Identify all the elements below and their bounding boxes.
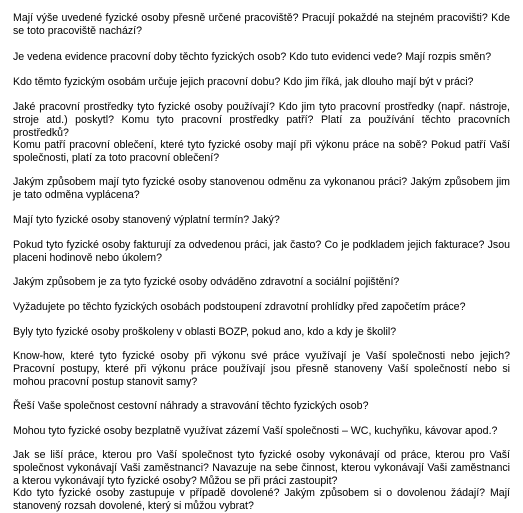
question-paragraph: Komu patří pracovní oblečení, které tyto fyzické osoby mají při výkonu práce na sobě? Pokud patří Vaší společnosti, platí za toto pracovní oblečení? — [13, 139, 510, 164]
question-paragraph: Jak se liší práce, kterou pro Vaší společnost tyto fyzické osoby vykonávají od práce, kterou pro Vaší společnost vykonávají Vaši zaměstnanci? Navazuje na sebe činnost, kterou vykonávají Vaši zaměstnanci a kterou vykonávají tyto fyzické osoby? Můžou se při práci zastoupit? — [13, 449, 510, 487]
question-paragraph: Jakým způsobem mají tyto fyzické osoby stanovenou odměnu za vykonanou práci? Jakým způsobem jim je tato odměna vyplácena? — [13, 176, 510, 201]
question-paragraph: Mají výše uvedené fyzické osoby přesně určené pracoviště? Pracují pokaždé na stejném pracovišti? Kde se toto pracoviště nachází? — [13, 12, 510, 37]
question-paragraph: Byly tyto fyzické osoby proškoleny v oblasti BOZP, pokud ano, kdo a kdy je školil? — [13, 326, 397, 338]
question-paragraph: Pokud tyto fyzické osoby fakturují za odvedenou práci, jak často? Co je podkladem jejich fakturace? Jsou placeni hodinově nebo úkolem? — [13, 239, 510, 264]
question-paragraph: Know-how, které tyto fyzické osoby při výkonu své práce využívají je Vaší společnosti nebo jejich? Pracovní postupy, které při výkonu práce používají jsou přesně stanoveny Vaší společností nebo si mohou pracovní postup stanovit samy? — [13, 350, 510, 388]
question-paragraph: Mají tyto fyzické osoby stanovený výplatní termín? Jaký? — [13, 214, 280, 226]
question-paragraph: Vyžadujete po těchto fyzických osobách podstoupení zdravotní prohlídky před započetím práce? — [13, 301, 466, 313]
question-paragraph: Jaké pracovní prostředky tyto fyzické osoby používají? Kdo jim tyto pracovní prostředky (např. nástroje, stroje atd.) poskytl? Komu tyto pracovní prostředky patří? Platí za používání těchto pracovních prostředků? — [13, 101, 510, 139]
question-paragraph: Jakým způsobem je za tyto fyzické osoby odváděno zdravotní a sociální pojištění? — [13, 276, 400, 288]
question-paragraph: Je vedena evidence pracovní doby těchto fyzických osob? Kdo tuto evidenci vede? Mají rozpis směn? — [13, 51, 492, 63]
question-paragraph: Mohou tyto fyzické osoby bezplatně využívat zázemí Vaší společnosti – WC, kuchyňku, kávovar apod.? — [13, 425, 498, 437]
question-paragraph: Kdo tyto fyzické osoby zastupuje v případě dovolené? Jakým způsobem si o dovolenou žádají? Mají stanovený rozsah dovolené, který si můžou vybrat? — [13, 487, 510, 512]
question-paragraph: Kdo těmto fyzickým osobám určuje jejich pracovní dobu? Kdo jim říká, jak dlouho mají být v práci? — [13, 76, 474, 88]
question-paragraph: Řeší Vaše společnost cestovní náhrady a stravování těchto fyzických osob? — [13, 400, 369, 412]
